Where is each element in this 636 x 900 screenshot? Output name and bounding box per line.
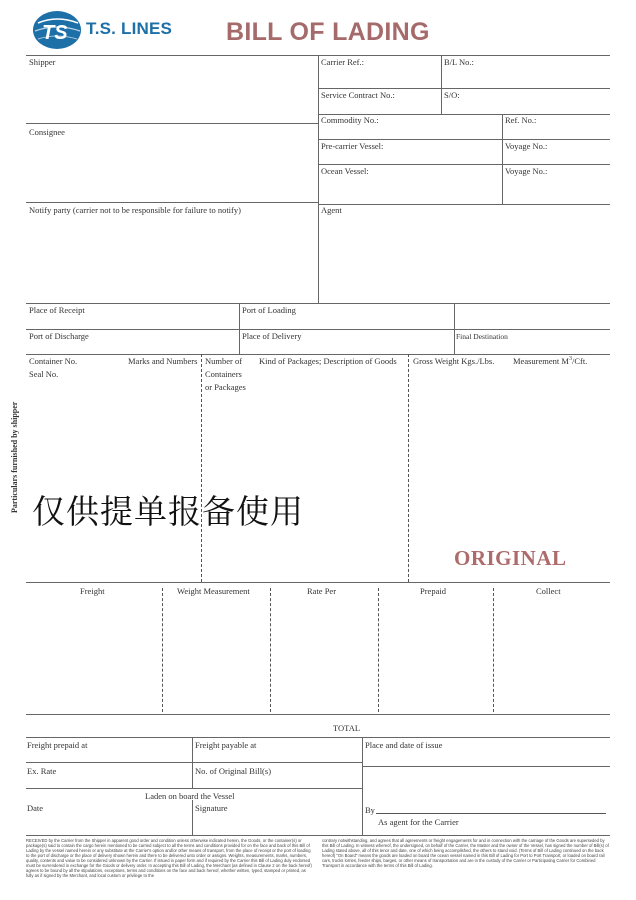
freight-prepaid-at-label: Freight prepaid at [27, 740, 88, 750]
watermark-text: 仅供提单报备使用 [32, 492, 304, 531]
divider [26, 582, 610, 583]
divider [239, 303, 240, 354]
divider [26, 762, 362, 763]
divider [318, 204, 610, 205]
divider [26, 354, 610, 355]
dashed-divider [270, 588, 271, 712]
bl-no-label: B/L No.: [444, 57, 474, 67]
laden-on-board-label: Laden on board the Vessel [145, 791, 235, 801]
particulars-side-label: Particulars furnished by shipper [10, 401, 19, 513]
divider [26, 202, 318, 203]
original-bills-label: No. of Original Bill(s) [195, 766, 272, 776]
dashed-divider [378, 588, 379, 712]
svg-text:TS: TS [42, 22, 68, 44]
gross-weight-label: Gross Weight Kgs./Lbs. [413, 356, 495, 366]
voyage-no-label: Voyage No.: [505, 166, 548, 176]
signature-label: Signature [195, 803, 228, 813]
prepaid-label: Prepaid [420, 586, 446, 596]
voyage-no-label: Voyage No.: [505, 141, 548, 151]
divider [362, 737, 363, 835]
dashed-divider [201, 354, 202, 582]
divider [26, 788, 362, 789]
ex-rate-label: Ex. Rate [27, 766, 57, 776]
document-title: BILL OF LADING [226, 18, 430, 46]
divider [318, 164, 610, 165]
commodity-no-label: Commodity No.: [321, 115, 379, 125]
divider [26, 714, 610, 715]
service-contract-label: Service Contract No.: [321, 90, 395, 100]
rate-per-label: Rate Per [307, 586, 337, 596]
divider [441, 55, 442, 114]
divider [454, 303, 455, 354]
ocean-vessel-label: Ocean Vessel: [321, 166, 369, 176]
dashed-divider [408, 354, 409, 582]
seal-no-label: Seal No. [29, 369, 59, 379]
ts-lines-logo-icon [30, 9, 88, 51]
original-stamp: ORIGINAL [454, 546, 567, 570]
total-label: TOTAL [333, 723, 361, 733]
container-no-label: Container No. [29, 356, 78, 366]
place-of-receipt-label: Place of Receipt [29, 305, 85, 315]
signature-line [376, 813, 606, 814]
freight-payable-at-label: Freight payable at [195, 740, 257, 750]
carrier-ref-label: Carrier Ref.: [321, 57, 364, 67]
divider [26, 737, 610, 738]
number-of-label: Number of [205, 356, 243, 366]
divider [192, 800, 193, 835]
place-of-delivery-label: Place of Delivery [242, 331, 302, 341]
consignee-label: Consignee [29, 127, 65, 137]
divider [26, 123, 318, 124]
dashed-divider [493, 588, 494, 712]
final-destination-label: Final Destination [456, 332, 508, 341]
brand-name: T.S. LINES [86, 19, 173, 38]
freight-label: Freight [80, 586, 105, 596]
port-of-loading-label: Port of Loading [242, 305, 296, 315]
port-of-discharge-label: Port of Discharge [29, 331, 89, 341]
divider [318, 55, 319, 303]
dashed-divider [162, 588, 163, 712]
by-label: By [365, 805, 375, 815]
divider [26, 303, 610, 304]
weight-measurement-label: Weight Measurement [177, 586, 250, 596]
divider [318, 88, 610, 89]
collect-label: Collect [536, 586, 561, 596]
date-label: Date [27, 803, 44, 813]
terms-right: contrary notwithstanding, and agrees that all agreements or freight engagements for and in connection with the carriage of the Goods are superseded by this Bill of Lading. In witness whereof, the undersigned, on behalf of the Carrier, the Master and the owner of the Vessel, has signed the number of Bill(s) of Lading stated above, all of this tenor and date, one of which being accomplished, the others to stand void. (Terms of Bill of Lading continued on the back hereof) "On Board" means the goods are loaded on board the ocean vessel named in this Bill of Lading for Port to Port Transport, or loaded on board rail cars, trucks lorries, feeder ships, barges, or other means of transportation and are in the custody of the Carrier or Participating Carrier for Combined Transport in accordance with the terms of this Bill of Lading. [322, 838, 609, 868]
divider [362, 766, 610, 767]
pre-carrier-label: Pre-carrier Vessel: [321, 141, 384, 151]
divider [318, 139, 610, 140]
kind-of-packages-label: Kind of Packages; Description of Goods [259, 356, 397, 366]
place-date-issue-label: Place and date of issue [365, 740, 443, 750]
divider [26, 329, 610, 330]
divider [192, 737, 193, 788]
ref-no-label: Ref. No.: [505, 115, 537, 125]
marks-label: Marks and Numbers [128, 356, 198, 366]
shipper-label: Shipper [29, 57, 56, 67]
agent-label: Agent [321, 205, 342, 215]
divider [26, 835, 610, 836]
or-packages-label: or Packages [205, 382, 246, 392]
as-agent-label: As agent for the Carrier [378, 817, 459, 827]
notify-party-label: Notify party (carrier not to be responsible for failure to notify) [29, 205, 241, 215]
so-label: S/O: [444, 90, 460, 100]
divider [502, 114, 503, 204]
containers-label: Containers [205, 369, 242, 379]
terms-left: RECEIVED by the Carrier from the Shipper in apparent good order and condition unless otherwise indicated herein, the Goods, or the container(s) or package(s) said to contain the cargo herein mentioned to be carried subject to all the terms and conditions provided for on the face and back of this Bill of Lading by the vessel named herein or any substitute at the Carrier's option and/or other means of transport, from the place of receipt or the port of loading to the port of discharge or the place of delivery shown herein and there to be delivered unto order or assigns. Weights, measurements, marks, numbers, quality, contents and value to be considered unknown by the Carrier. If issued in paper form and if required by the Carrier this Bill of Lading duly endorsed must be surrendered in exchange for the Goods or delivery order. In accepting this Bill of Lading, the Merchant (as defined in Clause 2 on the back hereof) agrees to be bound by all the stipulations, exceptions, terms and conditions on the face and back hereof, whether written, typed, stamped or printed, as fully as if signed by the Merchant, and local custom or privilege to the [26, 838, 312, 878]
measurement-label: Measurement $M^3$/Cft. [513, 356, 588, 366]
